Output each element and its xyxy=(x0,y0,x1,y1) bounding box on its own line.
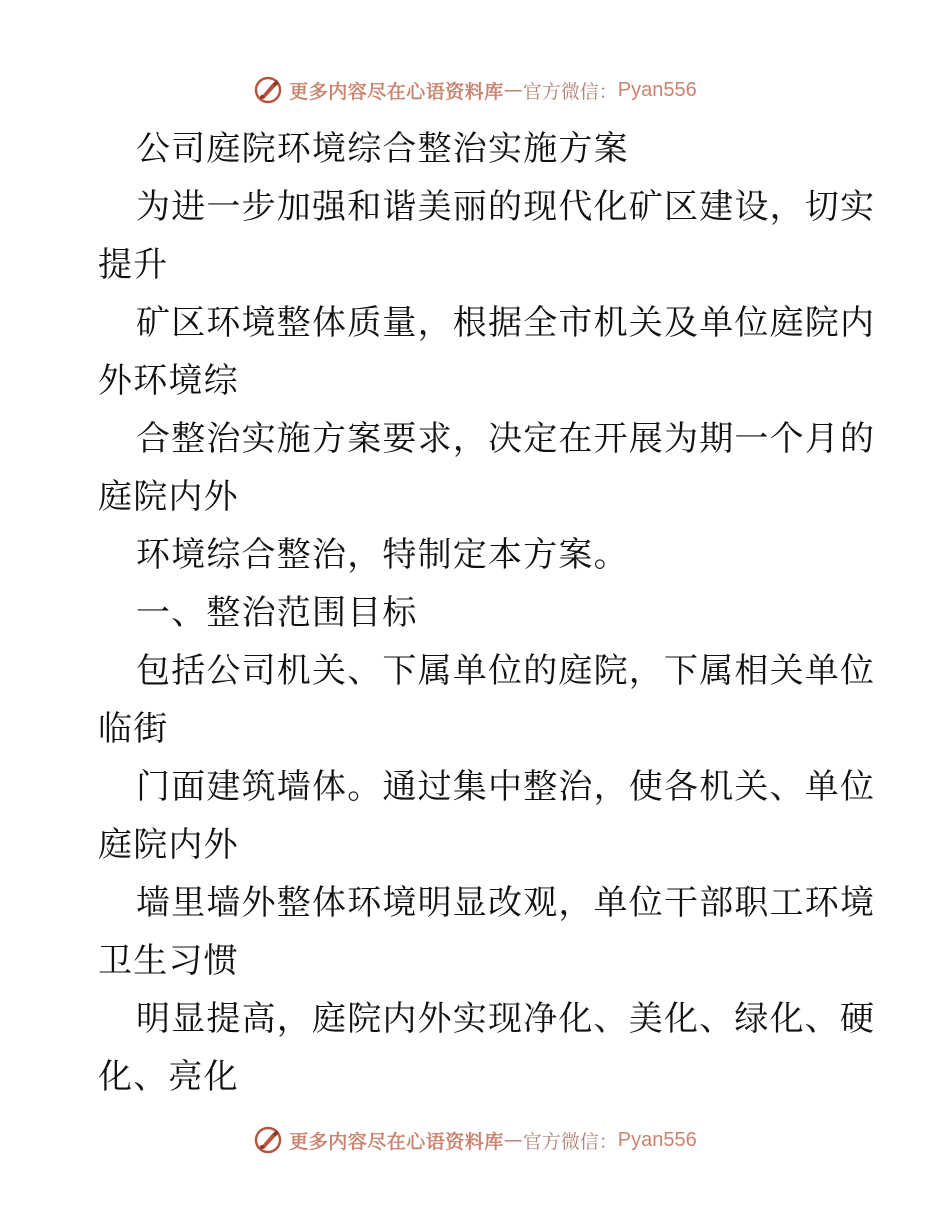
paragraph-line: 临街 xyxy=(98,709,169,749)
paragraph-line: 合整治实施方案要求，决定在开展为期一个月的 xyxy=(136,419,876,459)
document-body xyxy=(98,120,876,1106)
paragraph-line: 包括公司机关、下属单位的庭院，下属相关单位 xyxy=(136,651,876,691)
paragraph-line: 环境综合整治，特制定本方案。 xyxy=(136,535,629,575)
paragraph-line: 化、亮化 xyxy=(98,1057,239,1097)
document-title: 公司庭院环境综合整治实施方案 xyxy=(136,129,629,169)
pen-logo-icon xyxy=(253,1125,283,1155)
paragraph-line: 外环境综 xyxy=(98,361,239,401)
footer-watermark xyxy=(0,1120,950,1160)
banner-text: 更多内容尽在心语资料库 xyxy=(289,80,504,103)
paragraph-line: 庭院内外 xyxy=(98,825,239,865)
banner-dash: — xyxy=(503,1129,523,1151)
banner-text: 更多内容尽在心语资料库 xyxy=(289,1130,504,1153)
banner-dash: — xyxy=(503,79,523,101)
paragraph-line: 卫生习惯 xyxy=(98,941,239,981)
header-watermark xyxy=(0,70,950,110)
banner-wechat-id: Pyan556 xyxy=(617,78,697,101)
paragraph-line: 墙里墙外整体环境明显改观，单位干部职工环境 xyxy=(136,883,876,923)
paragraph-line: 庭院内外 xyxy=(98,477,239,517)
paragraph-line: 门面建筑墙体。通过集中整治，使各机关、单位 xyxy=(136,767,876,807)
banner-wechat-label: 官方微信： xyxy=(522,1130,618,1153)
paragraph-line: 矿区环境整体质量，根据全市机关及单位庭院内 xyxy=(136,303,876,343)
paragraph-line: 为进一步加强和谐美丽的现代化矿区建设，切实 xyxy=(136,187,876,227)
section-heading: 一、整治范围目标 xyxy=(136,593,418,633)
paragraph-line: 明显提高，庭院内外实现净化、美化、绿化、硬 xyxy=(136,999,876,1039)
banner-wechat-label: 官方微信： xyxy=(522,80,618,103)
pen-logo-icon xyxy=(253,75,283,105)
paragraph-line: 提升 xyxy=(98,245,169,285)
banner-wechat-id: Pyan556 xyxy=(617,1128,697,1151)
